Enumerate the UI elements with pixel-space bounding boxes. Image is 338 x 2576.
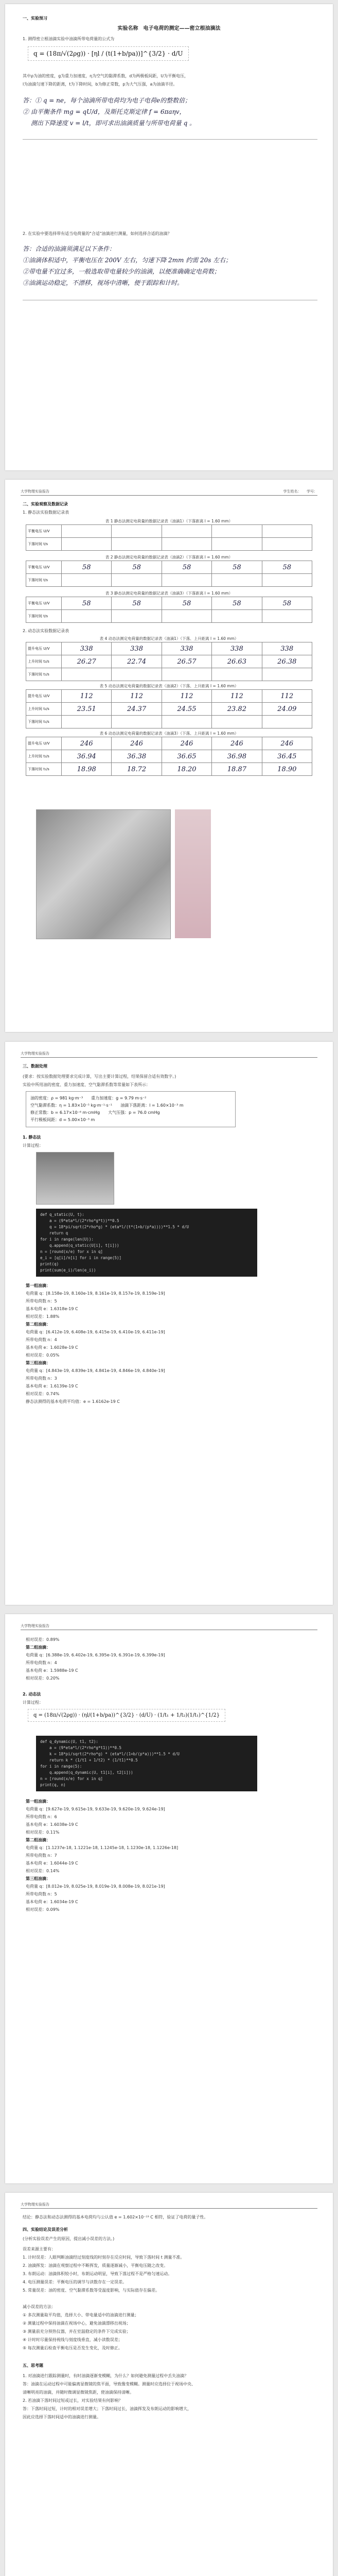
table-cell: 18.20 [162,763,211,776]
improve-item: ④ 计时时尽量保持视线与刻度线垂直，减小读数误差； [23,2337,122,2342]
table-cell: 23.51 [62,703,112,716]
result-line: 基本电荷 e：1.6318e-19 C [26,1307,78,1311]
table-cell [162,668,211,681]
result-line: 所带电荷数 n：3 [26,1376,57,1381]
handwritten-answer [23,243,317,289]
table-cell: 36.98 [212,750,262,763]
table-cell [162,538,211,551]
result-line: 相对误差：0.89% [26,1637,60,1642]
answer-line: ② 由平衡条件 mg = qU/d，及斯托克斯定律 f = 6πaηv， [23,108,186,115]
row-label: 上升时间 t₂/s [26,655,62,668]
table-cell: 26.38 [262,655,312,668]
table-cell: 36.94 [62,750,112,763]
code-line: print(sum(e_i)/len(e_i)) [40,1268,96,1273]
answer-line: ①油滴体积适中，平衡电压在 200V 左右，匀速下降 2mm 约需 20s 左右； [23,257,232,264]
result-line: 相对误差：0.09% [26,1907,60,1912]
code-line: for i in range(5): [40,1764,82,1769]
result-line: 基本电荷 e：1.6038e-19 C [26,1822,78,1827]
photo-redaction [175,809,211,938]
result-line: 电荷量 q：[6.388e-19, 6.402e-19, 6.395e-19, 6.391e-19, 6.399e-19] [26,1653,165,1657]
instructions: 实验中所用油的密度、重力加速度、空气黏滞系数等常量如下表所示： [23,1082,150,1087]
result-heading: 第一组油滴： [26,1283,50,1288]
result-line: 相对误差：1.88% [26,1314,60,1319]
para-heading: 减小误差的方法： [23,2304,56,2309]
average-line: 静态法测得的基本电荷平均值：e = 1.6162e-19 C [26,1399,120,1404]
subsection-heading: 2. 动态法 [23,1692,41,1697]
table-cell [262,716,312,728]
results-block [26,1798,178,1913]
result-heading: 第三组油滴： [26,1876,50,1881]
table-row [26,703,312,716]
result-line: 相对误差：0.11% [26,1830,60,1835]
result-line: 相对误差：0.74% [26,1392,60,1396]
header-student: 学生姓名： 学号： [283,489,317,494]
calc-label: 计算过程： [23,1700,43,1705]
row-label: 提升电压 U/V [26,737,62,750]
table-cell: 112 [62,690,112,703]
code-line: n = [round(x/e) for x in q] [40,1776,103,1781]
question-1: 1. 测得密立根油滴实验中油滴所带电荷量的公式为 [23,37,115,41]
table-row [26,750,312,763]
code-line: def q_static(U, t): [40,1212,84,1217]
error-analysis [23,2245,315,2295]
code-line: q.append(q_static(U[i], t[i])) [40,1243,119,1248]
charge-formula: q = (18π/√(2ρg)) · [ηl / (t(1+b/pa))]^{3/2} · d/U [28,46,189,61]
table-cell: 246 [262,737,312,750]
result-line: 相对误差：0.05% [26,1353,60,1358]
answer-rule [23,139,317,140]
table-row [26,538,312,551]
subsection-heading: 1. 静态法实验数据记录表 [23,510,69,515]
data-table-4 [26,635,312,681]
constant-line: 修正常数：b = 6.17×10⁻⁶ m·cmHg 大气压强：p = 76.0 cmHg [30,1110,160,1115]
error-item: 5. 常量误差：油的密度、空气黏滞系数等受温度影响，与实际值存在偏差。 [23,2288,160,2293]
row-label: 上升时间 t₂/s [26,750,62,763]
section-heading: 五、思考题 [23,2363,43,2368]
page-header [21,1051,317,1058]
improve-item: ① 多次测量取平均值，选择大小、带电量适中的油滴进行测量； [23,2313,139,2317]
table-cell [262,525,312,538]
constant-line: 平行极板间距：d = 5.00×10⁻³ m [30,1117,95,1122]
report-page-4 [5,1614,333,2183]
code-line: k = 18*pi/sqrt(2*rho*g) * (eta*l/(1+b/(p*a)))**1.5 * d/U [40,1752,180,1756]
table-row [26,561,312,574]
result-line: 所带电荷数 n：4 [26,1660,57,1665]
code-line: a = (9*eta*l/(2*rho*g*t1))**0.5 [40,1745,122,1750]
result-line: 所带电荷数 n：7 [26,1853,57,1858]
result-line: 基本电荷 e：1.6034e-19 C [26,1900,78,1904]
table-cell [62,538,112,551]
table-cell [162,525,211,538]
data-table-1 [26,518,312,551]
table-cell: 246 [162,737,211,750]
code-line: return q [40,1231,68,1235]
code-line: print(q) [40,1262,59,1266]
section-heading: 二、实验观察及数据记录 [23,502,68,506]
question-line: 2. 若油滴下落时间过短或过长，对实验结果有何影响？ [23,2398,123,2403]
row-label: 平衡电压 U/V [26,525,62,538]
data-table-2 [26,554,312,587]
results-block [26,1282,165,1405]
table-cell [62,668,112,681]
answer-line: 清晰明亮的油滴，并随时微调显微镜焦距，使油滴保持清晰。 [23,2390,134,2395]
calc-label: 计算过程： [23,1143,43,1148]
row-label: 提升电压 U/V [26,642,62,655]
table-cell: 23.82 [212,703,262,716]
table-cell: 18.98 [62,763,112,776]
table-caption: 表 5 动态法测定电荷量的数据记录表（油滴2）（下落、上升距离 l = 1.60 mm） [99,684,239,688]
table-cell [112,574,162,587]
improve-item: ⑤ 每次测量后检查平衡电压是否发生变化，及时修正。 [23,2346,122,2350]
table-cell: 58 [262,561,312,574]
experiment-title: 实验名称 电子电荷的测定——密立根油滴法 [117,26,221,31]
table-cell: 58 [62,597,112,610]
table-cell: 58 [162,561,211,574]
improvement-list [23,2303,315,2352]
row-label: 下落时间 t₁/s [26,716,62,728]
subsection-heading: 2. 动态法实验数据记录表 [23,629,69,633]
table-cell: 338 [112,642,162,655]
result-line: 所带电荷数 n：5 [26,1892,57,1896]
table-cell [112,538,162,551]
code-block [36,1736,257,1791]
table-cell: 58 [262,597,312,610]
table-caption: 表 1 静态法测定电荷量的数据记录表（油滴1）（下落距离 l = 1.60 mm） [105,519,233,523]
error-item: 3. 布朗运动：油滴体积较小时，布朗运动明显，导致下落过程不是严格匀速运动。 [23,2272,172,2276]
report-page-3 [5,1042,333,1605]
answer-line: 答：油滴在运动过程中可能偏离显微镜的焦平面，导致像变模糊。测量时应选择位于视场中央、 [23,2382,195,2386]
section-heading: 一、实验预习 [23,16,47,21]
table-row [26,597,312,610]
row-label: 提升电压 U/V [26,690,62,703]
header-title: 大学物理实验报告 [21,1052,49,1056]
table-cell [212,610,262,623]
table-row [26,690,312,703]
table-cell [212,668,262,681]
table-cell: 58 [212,597,262,610]
table-cell [112,525,162,538]
instructions: (分析实验误差产生的原因，提出减小误差的方法。) [23,2236,115,2241]
code-line: n = [round(x/e) for x in q] [40,1249,103,1254]
apparatus-photo [36,809,171,939]
table-cell [112,668,162,681]
table-cell [62,610,112,623]
table-cell [262,574,312,587]
table-cell: 58 [162,597,211,610]
table-cell [112,610,162,623]
page-header [21,1623,317,1630]
formula-note: 其中ρ为油的密度，g为重力加速度，η为空气的黏滞系数，d为两极板间距，U为平衡电压， [23,74,189,78]
conclusion-line: 结论：静态法和动态法测得的基本电荷均与公认值 e = 1.602×10⁻¹⁹ C 相符，验证了电荷的量子性。 [23,2215,208,2219]
table-cell: 36.38 [112,750,162,763]
table-cell: 24.09 [262,703,312,716]
constant-line: 油的密度：ρ = 981 kg·m⁻³ 重力加速度：g = 9.79 m·s⁻² [30,1096,147,1100]
row-label: 下落时间 t/s [26,574,62,587]
result-line: 电荷量 q：[1.1237e-18, 1.1221e-18, 1.1245e-18, 1.1230e-18, 1.1226e-18] [26,1845,179,1850]
table-row [26,737,312,750]
code-line: q.append(q_dynamic(U, t1[i], t2[i])) [40,1770,133,1775]
code-block [36,1209,257,1277]
row-label: 上升时间 t₂/s [26,703,62,716]
table-cell: 112 [162,690,211,703]
data-table-5 [26,683,312,728]
table-cell: 18.87 [212,763,262,776]
result-heading: 第二组油滴： [26,1838,50,1842]
answer-line: 因此应选择下落时间适中的油滴进行测量。 [23,2415,101,2419]
table-cell: 26.57 [162,655,211,668]
table-cell [162,574,211,587]
result-line: 基本电荷 e：1.6139e-19 C [26,1384,78,1388]
improve-item: ② 测量过程中保持油滴在视场中心，避免油滴漂移出视场； [23,2321,131,2326]
table-cell: 22.74 [112,655,162,668]
table-cell: 18.90 [262,763,312,776]
formula-image [36,1152,114,1205]
table-row [26,525,312,538]
table-cell [262,610,312,623]
table-cell: 246 [112,737,162,750]
result-line: 电荷量 q：[8.012e-19, 8.025e-19, 8.019e-19, 8.008e-19, 8.021e-19] [26,1884,165,1889]
table-cell [212,525,262,538]
code-line: q = 18*pi/sqrt(2*rho*g) * (eta*l/(t*(1+b/(p*a))))**1.5 * d/U [40,1225,189,1229]
constants-box [26,1091,236,1127]
table-caption: 表 6 动态法测定电荷量的数据记录表（油滴3）（下落、上升距离 l = 1.60 mm） [99,731,239,736]
table-cell: 246 [62,737,112,750]
results-continued [26,1636,165,1682]
result-line: 所带电荷数 n：6 [26,1815,57,1819]
table-caption: 表 2 静态法测定电荷量的数据记录表（油滴2）（下落距离 l = 1.60 mm） [105,555,233,560]
table-cell: 36.45 [262,750,312,763]
para-heading: 误差来源主要有： [23,2247,56,2251]
table-cell [62,716,112,728]
table-cell: 26.63 [212,655,262,668]
report-page-5 [5,2193,333,2576]
row-label: 平衡电压 U/V [26,561,62,574]
header-title: 大学物理实验报告 [21,489,49,494]
table-cell: 338 [262,642,312,655]
code-line: e_i = [q[i]/n[i] for i in range(5)] [40,1256,122,1260]
report-page-2 [5,480,333,1032]
result-heading: 第三组油滴： [26,1361,50,1365]
table-row [26,763,312,776]
answer-line: 答：① q = ne，每个油滴所带电荷均为电子电荷e的整数倍； [23,97,191,104]
result-line: 基本电荷 e：1.6044e-19 C [26,1861,78,1866]
handwritten-answer [23,95,317,129]
table-cell: 26.27 [62,655,112,668]
result-line: 相对误差：0.20% [26,1676,60,1681]
formula-note: l为油滴匀速下降的距离，t为下降时间，b为修正常数，p为大气压强，a为油滴半径。 [23,82,177,87]
table-cell [62,574,112,587]
table-caption: 表 3 静态法测定电荷量的数据记录表（油滴3）（下落距离 l = 1.60 mm） [105,591,233,596]
table-row [26,655,312,668]
table-cell: 338 [162,642,211,655]
row-label: 下落时间 t/s [26,610,62,623]
answer-line: 答：下落时间过短，计时的相对误差增大；下落时间过长，油滴挥发及布朗运动的影响增大， [23,2406,191,2411]
table-cell: 18.72 [112,763,162,776]
row-label: 平衡电压 U/V [26,597,62,610]
result-line: 电荷量 q：[9.627e-19, 9.615e-19, 9.633e-19, 9.620e-19, 9.624e-19] [26,1807,165,1811]
constant-line: 空气黏滞系数：η = 1.83×10⁻⁵ kg·m⁻¹·s⁻¹ 油滴下落距离：l = 1.60×10⁻³ m [30,1103,184,1108]
code-line: for i in range(len(U)): [40,1237,94,1242]
table-cell: 36.65 [162,750,211,763]
table-row [26,668,312,681]
table-cell [62,525,112,538]
answer-line: 测出下降速度 v = l/t，即可求出油滴质量与所带电荷量 q 。 [23,120,196,127]
table-cell: 58 [62,561,112,574]
error-item: 1. 计时误差：人眼判断油滴经过刻度线的时刻存在反应时间，导致下落时间 t 测量不准。 [23,2255,185,2260]
data-table-3 [26,590,312,623]
table-cell: 338 [212,642,262,655]
table-cell [262,668,312,681]
error-item: 4. 电压测量误差：平衡电压的调节与读数存在一定误差。 [23,2280,127,2284]
result-line: 电荷量 q：[4.843e-19, 4.839e-19, 4.841e-19, 4.846e-19, 4.840e-19] [26,1368,165,1373]
code-line: a = (9*eta*l/(2*rho*g*t))**0.5 [40,1218,119,1223]
table-cell [212,538,262,551]
table-cell: 112 [112,690,162,703]
error-item: 2. 油滴挥发：油滴在观察过程中不断挥发，质量逐渐减小，平衡电压随之改变。 [23,2263,168,2268]
section-heading: 三、数据处理 [23,1064,47,1069]
table-cell: 58 [112,597,162,610]
result-line: 电荷量 q：[6.412e-19, 6.408e-19, 6.415e-19, 6.410e-19, 6.411e-19] [26,1330,165,1334]
header-title: 大学物理实验报告 [21,2202,49,2207]
table-row [26,574,312,587]
code-line: return k * (1/t1 + 1/t2) * (1/t1)**0.5 [40,1758,138,1762]
code-line: def q_dynamic(U, t1, t2): [40,1739,98,1744]
question-line: 1. 对油滴进行跟踪测量时，有时油滴逐渐变模糊，为什么？如何避免测量过程中丢失油滴？ [23,2374,189,2378]
table-caption: 表 4 动态法测定电荷量的数据记录表（油滴1）（下落、上升距离 l = 1.60 mm） [99,636,239,641]
table-row [26,610,312,623]
subsection-heading: 1. 静态法 [23,1135,41,1140]
table-cell [162,610,211,623]
code-line: print(q, n) [40,1783,66,1787]
result-line: 电荷量 q：[8.158e-19, 8.160e-19, 8.161e-19, 8.157e-19, 8.159e-19] [26,1291,165,1296]
question-2: 2. 在实验中要选择带有适当电荷量的"合适"油滴进行测量，如何选择合适的油滴？ [23,231,172,236]
table-cell: 58 [212,561,262,574]
result-line: 相对误差：0.14% [26,1869,60,1873]
section-heading: 四、实验结论及误差分析 [23,2227,68,2232]
table-cell [212,574,262,587]
result-line: 所带电荷数 n：5 [26,1299,57,1303]
improve-item: ③ 测量前充分预热仪器，并在室温稳定的条件下完成实验； [23,2329,131,2334]
result-heading: 第二组油滴： [26,1322,50,1327]
answer-line: ③油滴运动稳定，不漂移，视场中清晰，便于跟踪和计时。 [23,279,184,286]
result-line: 基本电荷 e：1.6028e-19 C [26,1345,78,1350]
row-label: 下落时间 t₁/s [26,668,62,681]
page-header [21,489,317,496]
dynamic-formula: q = (18π/√(2ρg)) · (ηl/(1+b/pa))^{3/2} · (d/U) · (1/t₁ + 1/t₂)(1/t₁)^{1/2} [28,1709,225,1722]
table-cell [112,716,162,728]
header-title: 大学物理实验报告 [21,1624,49,1628]
table-cell: 24.37 [112,703,162,716]
answer-line: ②带电量不宜过多，一般选取带电量较少的油滴，以便准确确定电荷数； [23,268,221,275]
table-cell: 338 [62,642,112,655]
data-table-6 [26,730,312,776]
result-line: 基本电荷 e：1.5988e-19 C [26,1668,78,1673]
table-cell [212,716,262,728]
result-line: 所带电荷数 n：4 [26,1337,57,1342]
table-cell: 24.55 [162,703,211,716]
table-cell: 112 [262,690,312,703]
instructions: (要求：按实验数据处理要求完成计算，写出主要计算过程，结果保留合适有效数字。) [23,1074,176,1079]
row-label: 下落时间 t/s [26,538,62,551]
table-cell: 58 [112,561,162,574]
page-header [21,2202,317,2209]
table-cell [162,716,211,728]
table-cell: 246 [212,737,262,750]
table-row [26,716,312,728]
report-page-1 [5,4,333,470]
result-heading: 第一组油滴： [26,1799,50,1804]
row-label: 下落时间 t₁/s [26,763,62,776]
answer-line: 答：合适的油滴须满足以下条件： [23,245,116,252]
result-heading: 第二组油滴： [26,1645,50,1650]
table-cell [262,538,312,551]
thinking-questions [23,2372,315,2421]
table-cell: 112 [212,690,262,703]
table-row [26,642,312,655]
